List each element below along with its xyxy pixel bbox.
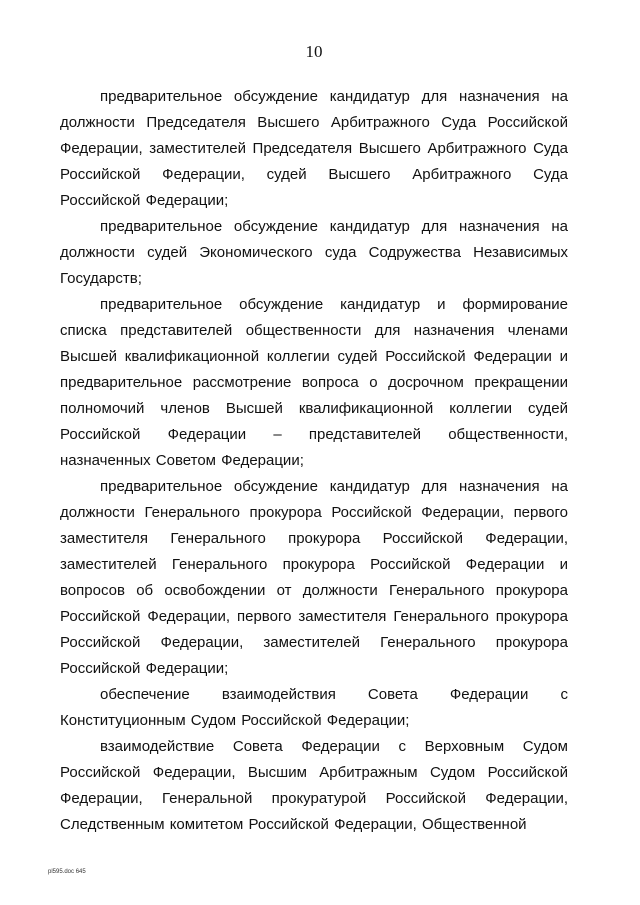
document-body bbox=[60, 84, 568, 838]
document-footer-code: pl595.doc 645 bbox=[48, 869, 86, 875]
paragraph: предварительное обсуждение кандидатур для назначения на должности судей Экономического суда Содружества Независимых Государств; bbox=[60, 218, 568, 287]
page-number: 10 bbox=[305, 42, 323, 61]
paragraph: предварительное обсуждение кандидатур для назначения на должности Председателя Высшего Арбитражного Суда Российской Федерации, заместителей Председателя Высшего Арбитражного Суда Российской Федерации, судей Высшего Арбитражного Суда Российской Федерации; bbox=[60, 88, 568, 209]
paragraph: взаимодействие Совета Федерации с Верховным Судом Российской Федерации, Высшим Арбитражным Судом Российской Федерации, Генеральной прокуратурой Российской Федерации, Следственным комитетом Российской Федерации, Общественной bbox=[60, 738, 568, 833]
paragraph: предварительное обсуждение кандидатур для назначения на должности Генерального прокурора Российской Федерации, первого заместителя Генерального прокурора Российской Федерации, заместителей Генерального прокурора Российской Федерации и вопросов об освобождении от должности Генерального прокурора Российской Федерации, первого заместителя Генерального прокурора Российской Федерации, заместителей Генерального прокурора Российской Федерации; bbox=[60, 478, 568, 677]
paragraph: обеспечение взаимодействия Совета Федерации с Конституционным Судом Российской Федерации; bbox=[60, 686, 568, 729]
paragraph: предварительное обсуждение кандидатур и формирование списка представителей общественности для назначения членами Высшей квалификационной коллегии судей Российской Федерации и предварительное рассмотрение вопроса о досрочном прекращении полномочий членов Высшей квалификационной коллегии судей Российской Федерации – представителей общественности, назначенных Советом Федерации; bbox=[60, 296, 568, 469]
